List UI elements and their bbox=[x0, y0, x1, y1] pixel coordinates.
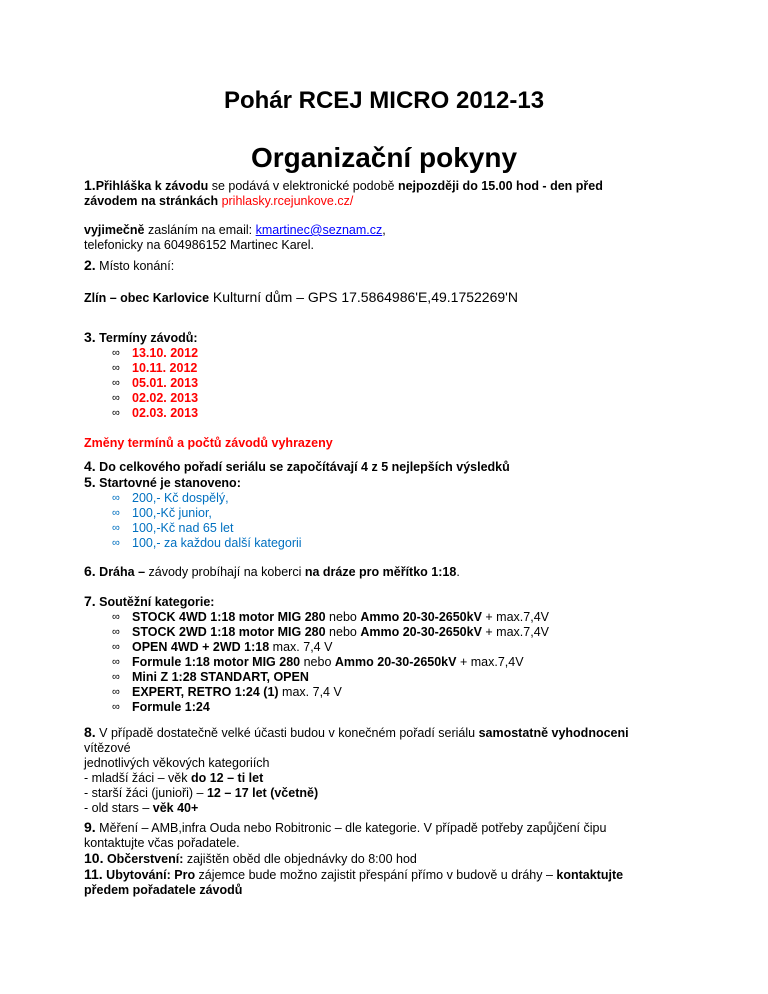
motor-spec: Ammo 20-30-2650kV bbox=[334, 655, 457, 669]
registration-url[interactable]: prihlasky.rcejunkove.cz/ bbox=[218, 194, 354, 208]
category-name: EXPERT, RETRO 1:24 (1) bbox=[132, 685, 279, 699]
bullet-icon: ∞ bbox=[112, 701, 120, 713]
section-number: 2. bbox=[84, 257, 96, 273]
category-name: OPEN 4WD + 2WD 1:18 bbox=[132, 640, 270, 654]
list-item bbox=[112, 685, 684, 700]
race-date: 10.11. 2012 bbox=[132, 361, 198, 375]
bullet-icon: ∞ bbox=[112, 347, 120, 359]
fee-item: 200,- Kč dospělý, bbox=[132, 491, 229, 505]
text: - old stars – bbox=[84, 801, 153, 815]
text: kontaktujte bbox=[556, 868, 624, 882]
section-2 bbox=[84, 258, 684, 306]
text: max. 7,4 V bbox=[269, 640, 333, 654]
fees-list bbox=[84, 491, 684, 551]
section-number: 1. bbox=[84, 177, 96, 193]
list-item bbox=[112, 361, 684, 376]
section-10-heading: Občerstvení: bbox=[103, 852, 184, 866]
fee-item: 100,- za každou další kategorii bbox=[132, 536, 302, 550]
list-item bbox=[112, 670, 684, 685]
bullet-icon: ∞ bbox=[112, 611, 120, 623]
section-4-text: Do celkového pořadí seriálu se započítávají 4 z 5 nejlepších výsledků bbox=[95, 460, 510, 474]
list-item bbox=[112, 406, 684, 421]
track-scale: na dráze pro měřítko 1:18 bbox=[304, 565, 457, 579]
list-item bbox=[112, 640, 684, 655]
section-6 bbox=[84, 564, 684, 580]
section-5-heading: Startovné je stanoveno: bbox=[95, 476, 241, 490]
bullet-icon: ∞ bbox=[112, 686, 120, 698]
section-number: 4. bbox=[84, 458, 96, 474]
text: . bbox=[456, 565, 460, 579]
bullet-icon: ∞ bbox=[112, 377, 120, 389]
bullet-icon: ∞ bbox=[112, 671, 120, 683]
list-item bbox=[112, 506, 684, 521]
bullet-icon: ∞ bbox=[112, 537, 120, 549]
list-item bbox=[112, 536, 684, 551]
email-link[interactable]: kmartinec@seznam.cz bbox=[255, 223, 383, 237]
text: vyjimečně bbox=[84, 223, 145, 237]
race-date: 13.10. 2012 bbox=[132, 346, 199, 360]
deadline-text: nejpozději do 15.00 hod - den před bbox=[397, 179, 603, 193]
bullet-icon: ∞ bbox=[112, 656, 120, 668]
text: + max.7,4V bbox=[481, 625, 549, 639]
text: max. 7,4 V bbox=[278, 685, 342, 699]
categories-list bbox=[84, 610, 684, 715]
text: nebo bbox=[325, 625, 361, 639]
category-name: Formule 1:24 bbox=[132, 700, 210, 714]
text: kontaktujte včas pořadatele. bbox=[84, 836, 240, 850]
section-11-heading: Ubytování: Pro bbox=[102, 868, 196, 882]
category-name: STOCK 4WD 1:18 motor MIG 280 bbox=[132, 610, 326, 624]
phone-text: telefonicky na 604986152 Martinec Karel. bbox=[84, 238, 315, 252]
category-name: Mini Z 1:28 STANDART, OPEN bbox=[132, 670, 309, 684]
list-item bbox=[112, 376, 684, 391]
page-title: Pohár RCEJ MICRO 2012-13 bbox=[223, 87, 545, 114]
text: - starší žáci (junioři) – bbox=[84, 786, 207, 800]
list-item bbox=[112, 625, 684, 640]
text: nebo bbox=[325, 610, 361, 624]
bullet-icon: ∞ bbox=[112, 626, 120, 638]
bullet-icon: ∞ bbox=[112, 507, 120, 519]
section-9 bbox=[84, 820, 684, 898]
list-item bbox=[112, 700, 684, 715]
venue-gps: Kulturní dům – GPS 17.5864986'E,49.1752269'N bbox=[209, 289, 518, 305]
text: , bbox=[382, 223, 386, 237]
section-number: 10. bbox=[84, 850, 104, 866]
text: zájemce bude možno zajistit přespání přímo v budově u dráhy – bbox=[195, 868, 557, 882]
venue-town: Zlín – obec Karlovice bbox=[84, 291, 210, 305]
category-name: STOCK 2WD 1:18 motor MIG 280 bbox=[132, 625, 326, 639]
age-group: do 12 – ti let bbox=[190, 771, 264, 785]
fee-item: 100,-Kč nad 65 let bbox=[132, 521, 234, 535]
section-8 bbox=[84, 725, 684, 816]
page-subtitle: Organizační pokyny bbox=[250, 142, 518, 173]
section-number: 9. bbox=[84, 819, 96, 835]
race-date: 05.01. 2013 bbox=[132, 376, 199, 390]
text: se podává v elektronické podobě bbox=[208, 179, 398, 193]
text: - mladší žáci – věk bbox=[84, 771, 191, 785]
motor-spec: Ammo 20-30-2650kV bbox=[360, 625, 482, 639]
section-3-heading: Termíny závodů: bbox=[95, 331, 198, 345]
list-item bbox=[112, 391, 684, 406]
section-6-heading: Dráha – bbox=[95, 565, 146, 579]
list-item bbox=[112, 610, 684, 625]
bullet-icon: ∞ bbox=[112, 407, 120, 419]
section-2-heading: Místo konání: bbox=[95, 259, 175, 273]
text: nebo bbox=[300, 655, 335, 669]
list-item bbox=[112, 521, 684, 536]
race-date: 02.02. 2013 bbox=[132, 391, 199, 405]
text: zajištěn oběd dle objednávky do 8:00 hod bbox=[183, 852, 417, 866]
section-number: 8. bbox=[84, 724, 96, 740]
text: + max.7,4V bbox=[456, 655, 524, 669]
text: samostatně vyhodnoceni bbox=[478, 726, 629, 740]
bullet-icon: ∞ bbox=[112, 392, 120, 404]
bullet-icon: ∞ bbox=[112, 641, 120, 653]
race-dates-list bbox=[84, 346, 684, 421]
section-1 bbox=[84, 178, 684, 253]
list-item bbox=[112, 655, 684, 670]
section-4 bbox=[84, 459, 684, 551]
text: vítězové bbox=[84, 741, 131, 755]
text: závodem na stránkách bbox=[84, 194, 219, 208]
text: předem pořadatele závodů bbox=[84, 883, 243, 897]
text: zasláním na email: bbox=[144, 223, 256, 237]
age-group: věk 40+ bbox=[152, 801, 199, 815]
category-name: Formule 1:18 motor MIG 280 bbox=[132, 655, 301, 669]
text: V případě dostatečně velké účasti budou v konečném pořadí seriálu bbox=[95, 726, 479, 740]
text: Měření – AMB,infra Ouda nebo Robitronic – dle kategorie. V případě potřeby zapůjčení čipu bbox=[95, 821, 607, 835]
motor-spec: Ammo 20-30-2650kV bbox=[360, 610, 482, 624]
bullet-icon: ∞ bbox=[112, 492, 120, 504]
section-number: 11. bbox=[84, 866, 103, 882]
section-number: 5. bbox=[84, 474, 96, 490]
section-number: 7. bbox=[84, 593, 96, 609]
race-date: 02.03. 2013 bbox=[132, 406, 199, 420]
bullet-icon: ∞ bbox=[112, 522, 120, 534]
list-item bbox=[112, 491, 684, 506]
section-1-heading: Přihláška k závodu bbox=[95, 179, 209, 193]
section-number: 3. bbox=[84, 329, 96, 345]
text: závody probíhají na koberci bbox=[145, 565, 305, 579]
section-3 bbox=[84, 330, 684, 451]
list-item bbox=[112, 346, 684, 361]
fee-item: 100,-Kč junior, bbox=[132, 506, 212, 520]
text: + max.7,4V bbox=[481, 610, 549, 624]
section-number: 6. bbox=[84, 563, 96, 579]
age-group: 12 – 17 let (včetně) bbox=[206, 786, 319, 800]
bullet-icon: ∞ bbox=[112, 362, 120, 374]
dates-note: Změny termínů a počtů závodů vyhrazeny bbox=[84, 436, 333, 450]
section-7 bbox=[84, 594, 684, 715]
text: jednotlivých věkových kategoriích bbox=[84, 756, 270, 770]
section-7-heading: Soutěžní kategorie: bbox=[95, 595, 215, 609]
